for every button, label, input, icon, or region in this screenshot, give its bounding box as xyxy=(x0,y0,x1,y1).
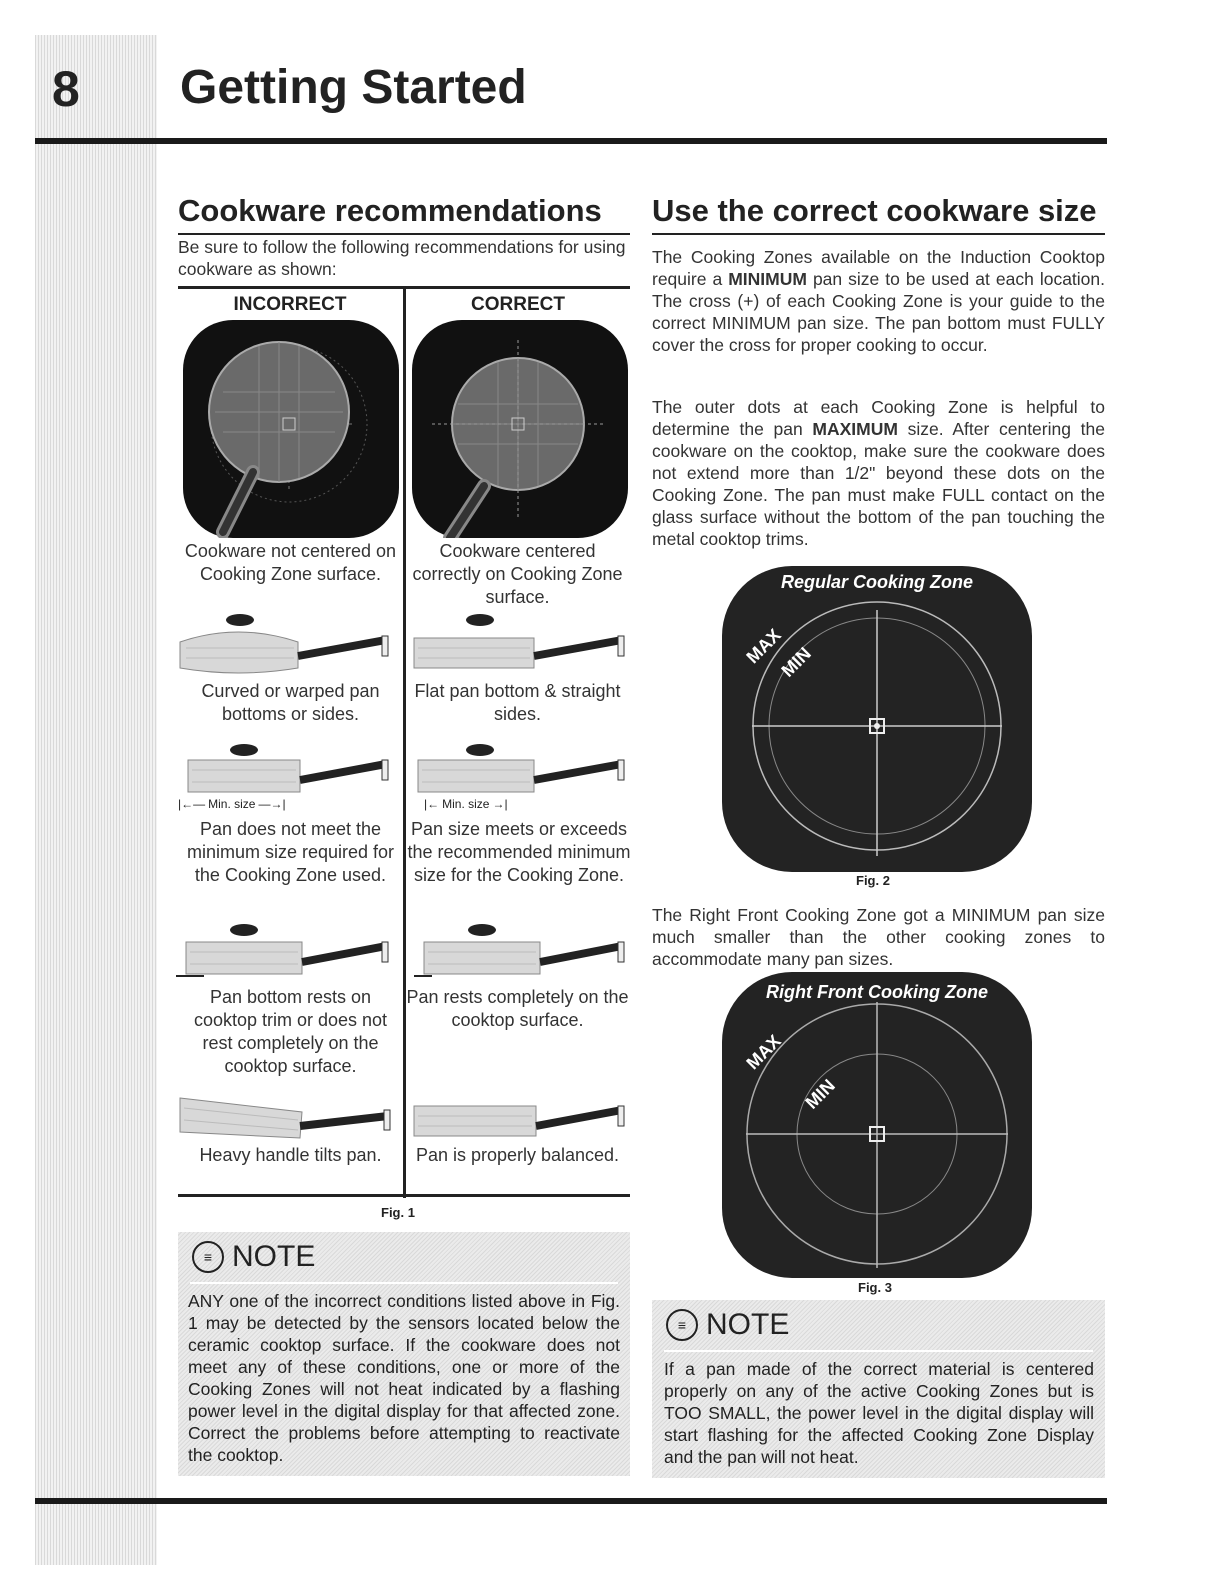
min-size-dimension-correct: |← Min. size →| xyxy=(424,797,508,811)
note-box-right xyxy=(652,1300,1105,1478)
figure-2-caption: Fig. 2 xyxy=(856,873,890,888)
row1-incorrect-text: Cookware not centered on Cooking Zone surface. xyxy=(184,541,397,584)
page-title: Getting Started xyxy=(180,61,527,114)
figure-1-caption: Fig. 1 xyxy=(381,1205,415,1220)
intro-text: Be sure to follow the following recommendations for using cookware as shown: xyxy=(178,237,626,279)
cookware-recommendations-heading: Cookware recommendations xyxy=(178,193,630,235)
max-label: MAX xyxy=(742,624,785,668)
note-icon: ≡ xyxy=(666,1309,698,1341)
cookware-size-heading: Use the correct cookware size xyxy=(652,193,1105,235)
cookware-size-paragraph-1: The Cooking Zones available on the Induction Cooktop require a MINIMUM pan size to be used at each location. The cross (+) of each Cooking Zone is your guide to the correct MINIMUM pan size. The pan bottom must FULLY cover the cross for proper cooking to occur. xyxy=(652,247,1105,355)
min-label: MIN xyxy=(801,1075,839,1113)
column-divider xyxy=(403,288,406,1198)
row5-correct-text: Pan is properly balanced. xyxy=(415,1145,620,1165)
right-front-zone-title: Right Front Cooking Zone xyxy=(766,982,988,1002)
row3-correct-text: Pan size meets or exceeds the recommended minimum size for the Cooking Zone. xyxy=(407,819,631,885)
table-bottom-rule xyxy=(178,1194,630,1197)
row5-incorrect-text: Heavy handle tilts pan. xyxy=(199,1145,382,1165)
row1-correct-text: Cookware centered correctly on Cooking Zone surface. xyxy=(412,541,623,607)
flat-pan-image xyxy=(410,612,628,680)
regular-zone-title: Regular Cooking Zone xyxy=(780,572,973,592)
page-number: 8 xyxy=(52,61,80,117)
note-heading: ≡ NOTE xyxy=(666,1308,789,1342)
balanced-pan-image xyxy=(410,1096,628,1142)
min-size-pan-image xyxy=(410,742,628,798)
page-side-band xyxy=(35,35,157,1565)
cookware-size-paragraph-2: The outer dots at each Cooking Zone is helpful to determine the pan MAXIMUM size. After centering the cookware on the cooktop, make sure the cookware does not extend more than 1/2" beyond these dots on the Cooking Zone. The pan must make FULL contact on the glass surface without the bottom of the pan touching the metal cooktop trims. xyxy=(652,397,1105,549)
tilted-pan-image xyxy=(178,1092,396,1142)
right-front-cooking-zone-figure xyxy=(722,972,1032,1278)
incorrect-column-header: INCORRECT xyxy=(233,294,347,315)
centered-pan-image xyxy=(412,320,628,538)
min-size-dimension-incorrect: |←— Min. size —→| xyxy=(178,797,286,811)
header-rule xyxy=(35,138,1107,144)
note-text: If a pan made of the correct material is centered properly on any of the active Cooking Zones but is TOO SMALL, the power level in the digital display will start flashing for the affected Cooking Zone Display and the pan will not heat. xyxy=(664,1359,1094,1467)
pan-on-surface-image xyxy=(410,922,628,984)
note-rule xyxy=(190,1282,618,1284)
note-icon: ≡ xyxy=(192,1241,224,1273)
note-box-left xyxy=(178,1232,630,1476)
row2-incorrect-text: Curved or warped pan bottoms or sides. xyxy=(201,681,380,724)
note-heading: ≡ NOTE xyxy=(192,1240,315,1274)
correct-column-header: CORRECT xyxy=(471,294,565,315)
small-pan-image xyxy=(178,742,396,798)
row3-incorrect-text: Pan does not meet the minimum size required for the Cooking Zone used. xyxy=(186,819,395,885)
off-center-pan-image xyxy=(183,320,399,538)
regular-cooking-zone-figure xyxy=(722,566,1032,872)
row2-correct-text: Flat pan bottom & straight sides. xyxy=(414,681,621,724)
max-label: MAX xyxy=(742,1030,785,1074)
min-label: MIN xyxy=(777,643,815,681)
figure-3-caption: Fig. 3 xyxy=(858,1280,892,1295)
note-text: ANY one of the incorrect conditions listed above in Fig. 1 may be detected by the sensors located below the ceramic cooktop surface. If the cookware does not meet any of these conditions, one or more of the Cooking Zones will not heat indicated by a flashing power level in the digital display for that affected zone. Correct the problems before attempting to reactivate the cooktop. xyxy=(188,1291,620,1465)
row4-incorrect-text: Pan bottom rests on cooktop trim or does not rest completely on the cooktop surface. xyxy=(193,987,388,1076)
footer-rule xyxy=(35,1498,1107,1504)
note-rule xyxy=(664,1350,1093,1352)
cookware-size-paragraph-3: The Right Front Cooking Zone got a MINIMUM pan size much smaller than the other cooking zones to accommodate many pan sizes. xyxy=(652,905,1105,969)
warped-pan-image xyxy=(178,612,396,680)
pan-on-trim-image xyxy=(174,922,396,984)
row4-correct-text: Pan rests completely on the cooktop surface. xyxy=(406,987,629,1030)
